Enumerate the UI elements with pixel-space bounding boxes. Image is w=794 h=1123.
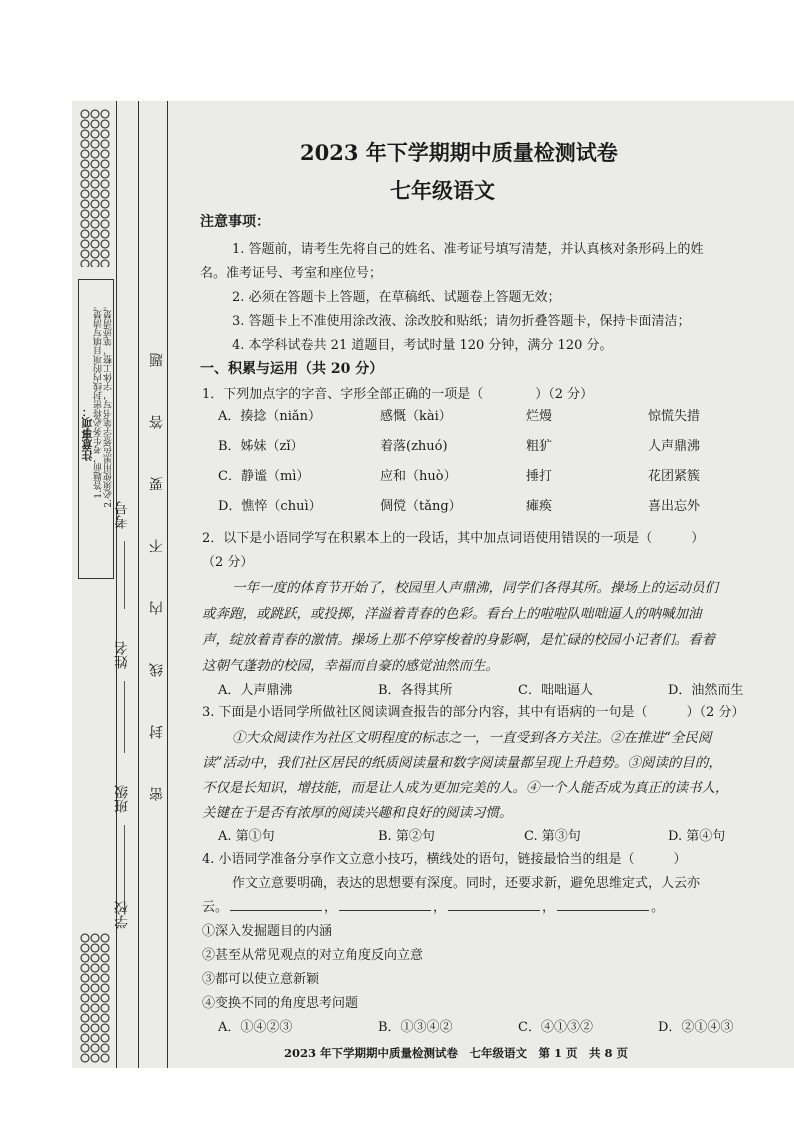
q1-stem: 1．下列加点字的字音、字形全部正确的一项是（ ）（2 分） xyxy=(202,387,594,402)
q1-c-2: 应和（huò） xyxy=(380,469,457,484)
binding-line-2 xyxy=(138,101,139,1068)
binding-notice-title: 注意事项： xyxy=(81,406,94,461)
notice-item-2: 2. 必须在答题卡上答题，在草稿纸、试题卷上答题无效； xyxy=(232,290,561,305)
notice-heading: 注意事项： xyxy=(200,214,270,230)
exam-no-label: 考号 xyxy=(114,501,130,529)
binding-holes-top xyxy=(80,109,110,267)
seal-char-3: 要 xyxy=(149,477,165,491)
q4-line-2: 云。 ， ， ， 。 xyxy=(202,900,665,915)
q4-option-b: B．①③④② xyxy=(378,1020,453,1035)
binding-strip xyxy=(72,101,168,1068)
seal-char-5: 内 xyxy=(149,601,165,615)
q2-option-a: A．人声鼎沸 xyxy=(218,683,293,698)
class-blank[interactable] xyxy=(124,825,125,905)
q4-blank-4[interactable] xyxy=(557,898,649,911)
q3-passage-4: 关键在于是否有浓厚的阅读兴趣和良好的阅读习惯。 xyxy=(202,805,513,821)
q4-blank-2[interactable] xyxy=(339,898,431,911)
q2-option-d: D．油然而生 xyxy=(668,683,744,698)
notice-item-1: 1. 答题前，请考生先将自己的姓名、准考证号填写清楚，并认真核对条形码上的姓 xyxy=(232,242,704,257)
q3-option-b: B. 第②句 xyxy=(378,829,435,844)
q1-d-3: 瘫痪 xyxy=(526,499,553,514)
q3-stem: 3. 下面是小语同学所做社区阅读调查报告的部分内容，其中有语病的一句是（ ）（2 分） xyxy=(202,705,745,720)
seal-char-2: 答 xyxy=(149,415,165,429)
q1-a-1: A．揍捻（niǎn） xyxy=(218,409,322,424)
seal-char-1: 题 xyxy=(149,353,165,367)
seal-char-6: 线 xyxy=(149,663,165,677)
q2-stem: 2．以下是小语同学写在积累本上的一段话，其中加点词语使用错误的一项是（ ） xyxy=(202,531,705,546)
q1-c-1: C．静谧（mì） xyxy=(218,469,310,484)
name-blank[interactable] xyxy=(124,681,125,753)
q1-d-1: D．憔悴（chuì） xyxy=(218,499,322,514)
binding-notice-line-2: 2.必须使用黑色签字笔书写，字体工整、笔迹清楚。 xyxy=(104,301,114,508)
q4-item-2: ②甚至从常见观点的对立角度反向立意 xyxy=(202,948,424,963)
q4-item-4: ④变换不同的角度思考问题 xyxy=(202,996,359,1011)
q3-option-d: D. 第④句 xyxy=(668,829,726,844)
seal-char-4: 不 xyxy=(149,539,165,553)
q1-b-4: 人声鼎沸 xyxy=(648,439,701,454)
q4-option-d: D．②①④③ xyxy=(658,1020,734,1035)
q2-passage-4: 这朝气蓬勃的校园，幸福而自豪的感觉油然而生。 xyxy=(202,658,499,674)
q1-d-2: 倜傥（tǎng） xyxy=(380,499,462,514)
q1-a-3: 烂熳 xyxy=(526,409,553,424)
q1-a-2: 感慨（kài） xyxy=(380,409,452,424)
q1-b-3: 粗犷 xyxy=(526,439,553,454)
notice-item-3: 3. 答题卡上不准使用涂改液、涂改胶和贴纸；请勿折叠答题卡，保持卡面清洁； xyxy=(232,314,691,329)
q4-option-c: C．④①③② xyxy=(518,1020,593,1035)
q1-d-4: 喜出忘外 xyxy=(648,499,701,514)
exam-sheet xyxy=(72,101,794,1068)
q1-b-1: B．姊妹（zǐ） xyxy=(218,439,304,454)
seal-char-8: 密 xyxy=(149,787,165,801)
seal-char-7: 封 xyxy=(149,725,165,739)
q4-option-a: A．①④②③ xyxy=(218,1020,293,1035)
exam-title: 2023 年下学期期中质量检测试卷 xyxy=(300,140,618,165)
q1-c-4: 花团紧簇 xyxy=(648,469,701,484)
section-1-heading: 一、积累与运用（共 20 分） xyxy=(200,361,384,377)
binding-notice-line-1: 1.答题前，考生务必将密封线内的项目填写清楚。 xyxy=(94,301,104,499)
q4-line-1: 作文立意要明确，表达的思想要有深度。同时，还要求新，避免思维定式，人云亦 xyxy=(232,876,701,891)
q3-option-a: A. 第①句 xyxy=(218,829,275,844)
binding-line-3 xyxy=(167,101,168,1068)
binding-holes-bottom xyxy=(80,933,110,1063)
q3-passage-3: 不仅是长知识，增技能，而是让人成为更加完美的人。④一个人能否成为真正的读书人， xyxy=(202,780,729,796)
q4-line-2-prefix: 云。 xyxy=(202,900,229,915)
exam-no-blank[interactable] xyxy=(124,541,125,609)
q1-b-2: 着落(zhuó) xyxy=(380,439,448,454)
exam-subtitle: 七年级语文 xyxy=(390,178,495,203)
school-label: 学校 xyxy=(114,901,130,929)
page-footer: 2023 年下学期期中质量检测试卷 七年级语文 第 1 页 共 8 页 xyxy=(284,1046,629,1060)
class-label: 班级 xyxy=(114,785,130,813)
q1-c-3: 捶打 xyxy=(526,469,553,484)
notice-item-4: 4. 本学科试卷共 21 道题目，考试时量 120 分钟，满分 120 分。 xyxy=(232,338,613,353)
q4-blank-3[interactable] xyxy=(448,898,540,911)
q3-option-c: C. 第③句 xyxy=(524,829,581,844)
q2-option-c: C．咄咄逼人 xyxy=(518,683,593,698)
q4-item-1: ①深入发掘题目的内涵 xyxy=(202,924,333,939)
name-label: 姓名 xyxy=(114,641,130,669)
q4-stem: 4. 小语同学准备分享作文立意小技巧，横线处的语句，链接最恰当的组是（ ） xyxy=(202,852,687,867)
q4-item-3: ③都可以使立意新颖 xyxy=(202,972,320,987)
exam-content xyxy=(174,101,792,1068)
q3-passage-2: 读”活动中，我们社区居民的纸质阅读量和数字阅读量都呈现上升趋势。③阅读的目的， xyxy=(202,755,722,771)
q4-blank-1[interactable] xyxy=(230,898,322,911)
q3-passage-1: ①大众阅读作为社区文明程度的标志之一，一直受到各方关注。②在推进“全民阅 xyxy=(232,730,712,746)
q2-option-b: B．各得其所 xyxy=(378,683,453,698)
q1-a-4: 惊慌失措 xyxy=(648,409,701,424)
q2-passage-2: 或奔跑，或跳跃，或投掷，洋溢着青春的色彩。看台上的啦啦队咄咄逼人的呐喊加油 xyxy=(202,606,702,622)
notice-item-1-cont: 名。准考证号、考室和座位号； xyxy=(200,266,383,281)
q2-score: （2 分） xyxy=(202,555,254,570)
q2-passage-1: 一年一度的体育节开始了，校园里人声鼎沸，同学们各得其所。操场上的运动员们 xyxy=(232,580,718,596)
q2-passage-3: 声，绽放着青春的激情。操场上那不停穿梭着的身影啊，是忙碌的校园小记者们。看着 xyxy=(202,632,715,648)
